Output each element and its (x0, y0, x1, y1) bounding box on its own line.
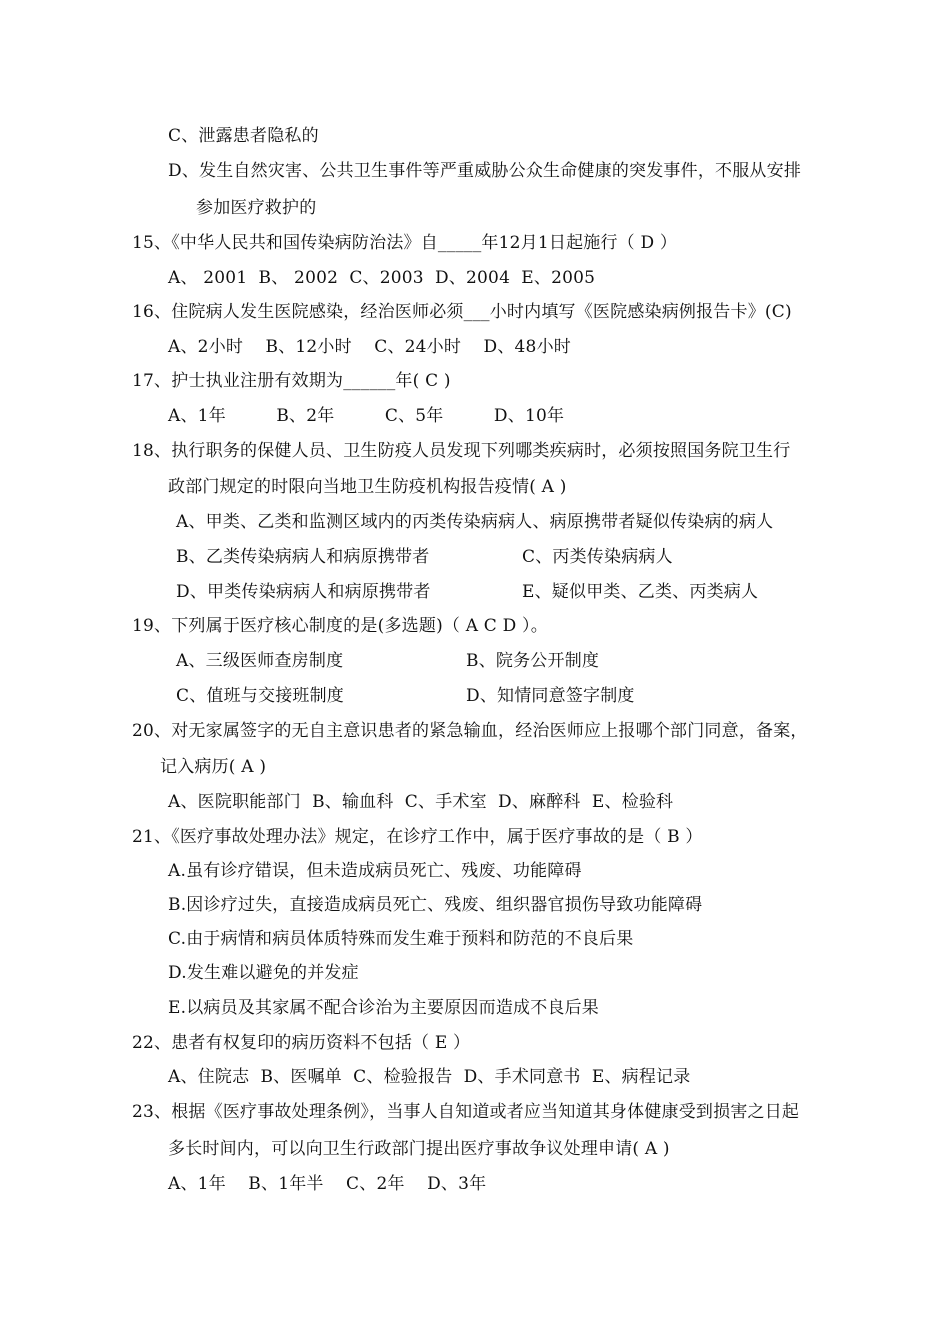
option-21-a: A.虽有诊疗错误，但未造成病员死亡、残废、功能障碍 (168, 861, 582, 881)
option-21-d: D.发生难以避免的并发症 (168, 963, 359, 983)
options-22: A、住院志 B、医嘱单 C、检验报告 D、手术同意书 E、病程记录 (168, 1067, 691, 1087)
option-text: C、泄露患者隐私的 (168, 126, 319, 146)
options-16: A、2小时 B、12小时 C、24小时 D、48小时 (168, 337, 571, 357)
question-15: 15、《中华人民共和国传染病防治法》自_____年12月1日起施行（ D ） (132, 233, 678, 253)
option-21-b: B.因诊疗过失，直接造成病员死亡、残废、组织器官损伤导致功能障碍 (168, 895, 703, 915)
question-21: 21、《医疗事故处理办法》规定，在诊疗工作中，属于医疗事故的是（ B ） (132, 827, 703, 847)
question-19: 19、下列属于医疗核心制度的是(多选题)（ A C D ）。 (132, 616, 548, 636)
options-20: A、医院职能部门 B、输血科 C、手术室 D、麻醉科 E、检验科 (168, 792, 674, 812)
option-18-d: D、甲类传染病病人和病原携带者 (176, 582, 431, 602)
question-18: 18、执行职务的保健人员、卫生防疫人员发现下列哪类疾病时，必须按照国务院卫生行 (132, 441, 791, 461)
question-17: 17、护士执业注册有效期为______年( C ) (132, 371, 451, 391)
option-21-e: E.以病员及其家属不配合诊治为主要原因而造成不良后果 (168, 998, 600, 1018)
question-22: 22、患者有权复印的病历资料不包括（ E ） (132, 1033, 471, 1053)
options-23: A、1年 B、1年半 C、2年 D、3年 (168, 1174, 487, 1194)
question-23-continued: 多长时间内，可以向卫生行政部门提出医疗事故争议处理申请( A ) (168, 1139, 670, 1159)
option-19-c: C、值班与交接班制度 (176, 686, 345, 706)
option-19-a: A、三级医师查房制度 (176, 651, 344, 671)
question-23: 23、根据《医疗事故处理条例》，当事人自知道或者应当知道其身体健康受到损害之日起 (132, 1102, 800, 1122)
question-20: 20、对无家属签字的无自主意识患者的紧急输血，经治医师应上报哪个部门同意，备案， (132, 721, 808, 741)
question-16: 16、住院病人发生医院感染，经治医师必须___小时内填写《医院感染病例报告卡》(C) (132, 302, 792, 322)
option-21-c: C.由于病情和病员体质特殊而发生难于预料和防范的不良后果 (168, 929, 634, 949)
options-15: A、 2001 B、 2002 C、2003 D、2004 E、2005 (168, 268, 596, 288)
option-18-e: E、疑似甲类、乙类、丙类病人 (522, 582, 759, 602)
question-18-continued: 政部门规定的时限向当地卫生防疫机构报告疫情( A ) (168, 477, 567, 497)
question-20-continued: 记入病历( A ) (160, 757, 267, 777)
option-18-c: C、丙类传染病病人 (522, 547, 673, 567)
option-19-d: D、知情同意签字制度 (466, 686, 635, 706)
option-19-b: B、院务公开制度 (466, 651, 600, 671)
option-text: D、发生自然灾害、公共卫生事件等严重威胁公众生命健康的突发事件，不服从安排 (168, 161, 802, 181)
option-18-a: A、甲类、乙类和监测区域内的丙类传染病病人、病原携带者疑似传染病的病人 (176, 512, 774, 532)
options-17: A、1年 B、2年 C、5年 D、10年 (168, 406, 565, 426)
option-text-continued: 参加医疗救护的 (196, 198, 317, 218)
option-18-b: B、乙类传染病病人和病原携带者 (176, 547, 430, 567)
